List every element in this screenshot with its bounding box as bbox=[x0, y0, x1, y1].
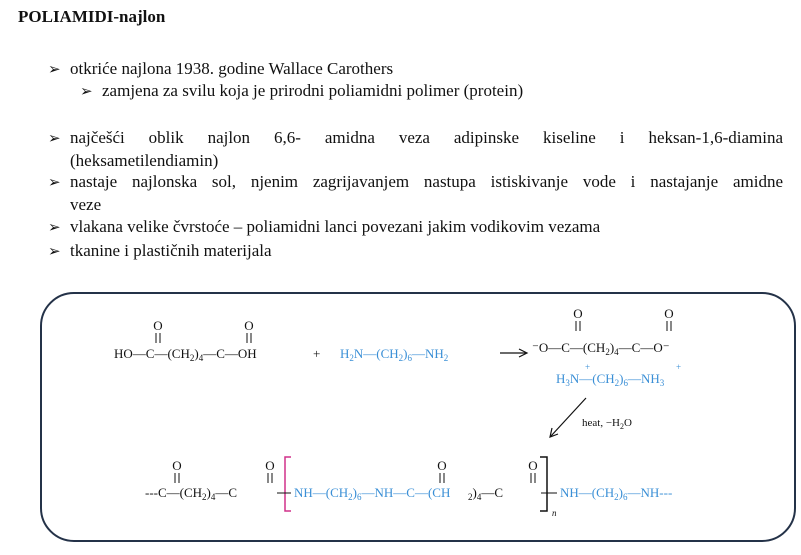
bullet-silk-substitute: ➢ zamjena za svilu koja je prirodni poliamidni polimer (protein) bbox=[80, 80, 523, 103]
reaction-arrow-icon bbox=[500, 349, 527, 357]
nylon-66-polymer bbox=[145, 457, 672, 518]
right-bracket-icon bbox=[540, 457, 547, 511]
oxygen-label: O bbox=[664, 306, 674, 321]
nylon-salt-cation bbox=[556, 362, 681, 388]
polymer-diamine-segment: $NH—(CH_2)_6—NH—C—(CH$ bbox=[294, 485, 451, 502]
acid-formula: $HO—C—(CH_2)_4—C—OH$ bbox=[114, 346, 257, 363]
heat-arrow-icon bbox=[550, 398, 586, 437]
arrow-bullet-icon: ➢ bbox=[48, 131, 61, 147]
page-title: POLIAMIDI-najlon bbox=[18, 7, 166, 26]
bullet-discovery: ➢ otkriće najlona 1938. godine Wallace Carothers bbox=[48, 58, 393, 81]
polymer-right-segment: $NH—(CH_2)_6—NH---$ bbox=[560, 485, 673, 502]
polymer-left-segment: $---C—(CH_2)_4—C$ bbox=[145, 485, 238, 502]
arrow-bullet-icon: ➢ bbox=[48, 244, 61, 260]
bullet-nylon-salt: ➢ nastaje najlonska sol, njenim zagrijavanjem nastupa istiskivanje vode i nastajanje amidne veze bbox=[48, 172, 783, 214]
oxygen-label: O bbox=[573, 306, 583, 321]
oxygen-label: O bbox=[437, 458, 447, 473]
oxygen-label: O bbox=[528, 458, 538, 473]
polymer-acid-segment: $_2)_4—C$ bbox=[468, 485, 504, 502]
arrow-bullet-icon: ➢ bbox=[80, 84, 93, 100]
arrow-bullet-icon: ➢ bbox=[48, 62, 61, 78]
repeat-count-n: n bbox=[552, 508, 557, 518]
arrow-bullet-icon: ➢ bbox=[48, 220, 61, 236]
bullet-fibers: ➢ vlakana velike čvrstoće – poliamidni lanci povezani jakim vodikovim vezama bbox=[48, 216, 600, 239]
oxygen-label: O bbox=[153, 318, 163, 333]
oxygen-label: O bbox=[244, 318, 254, 333]
adipic-acid bbox=[114, 318, 257, 363]
left-bracket-icon bbox=[285, 457, 291, 511]
plus-sign: + bbox=[313, 346, 321, 361]
bullet-nylon-66: ➢ najčešći oblik najlon 6,6- amidna veza adipinske kiseline i heksan-1,6-diamina (heksametilendiamin) bbox=[48, 128, 783, 170]
diamine-formula: $H_2N—(CH_2)_6—NH_2$ bbox=[340, 346, 449, 363]
nylon-salt-anion bbox=[532, 306, 674, 357]
plus-charge: + bbox=[676, 362, 682, 372]
oxygen-label: O bbox=[265, 458, 275, 473]
reaction-condition: heat, $-H_2O$ bbox=[582, 417, 632, 431]
oxygen-label: O bbox=[172, 458, 182, 473]
anion-formula: $^-O—C—(CH_2)_4—C—O^-$ bbox=[532, 340, 670, 357]
cation-formula: $H_3N—(CH_2)_6—NH_3$ bbox=[556, 371, 665, 388]
bullet-fabrics: ➢ tkanine i plastičnih materijala bbox=[48, 240, 272, 263]
plus-charge: + bbox=[585, 362, 591, 372]
arrow-bullet-icon: ➢ bbox=[48, 175, 61, 191]
